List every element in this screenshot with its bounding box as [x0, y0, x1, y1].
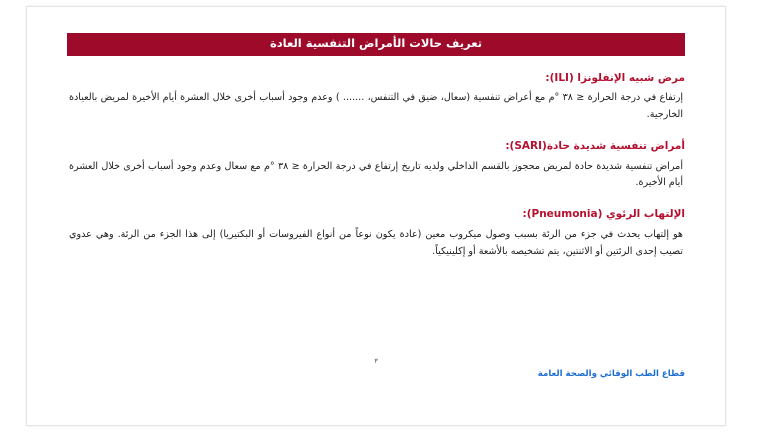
page-footer — [67, 357, 685, 385]
section-heading-sari: أمراض تنفسية شديدة حادة(SARI): — [505, 140, 685, 152]
section-heading-pneumonia: الإلتهاب الرئوي (Pneumonia): — [522, 208, 685, 221]
page-title: تعريف حالات الأمراض التنفسية العادة — [67, 33, 685, 56]
page-number: ٣ — [374, 357, 378, 365]
section-heading-ili: مرض شبيه الإنفلونزا (ILI): — [545, 71, 685, 84]
section-body-sari: أمراض تنفسية شديدة حادة لمريض محجوز بالقسم الداخلي ولديه تاريخ إرتفاع في درجة الحرارة ≤ ٣٨ °م مع سعال وعدم وجود أسباب أخرى خلال العشرة أيام الأخيرة. — [69, 160, 683, 189]
document-page — [26, 6, 726, 426]
left-gutter — [0, 0, 24, 432]
section-sari — [67, 140, 685, 192]
footer-organization: قطاع الطب الوقائي والصحة العامة — [537, 369, 685, 379]
section-pneumonia — [67, 208, 685, 260]
section-body-ili: إرتفاع في درجة الحرارة ≤ ٣٨ °م مع أعراض تنفسية (سعال، ضيق في التنفس، ....... ) وعدم وجود أسباب أخرى خلال العشرة أيام الأخيرة لمريض بالعيادة الخارجية. — [69, 92, 683, 121]
section-body-pneumonia: هو إلتهاب يحدث في جزء من الرئة بسبب وصول ميكروب معين (عادة يكون نوعاً من أنواع الفيروسات أو البكتيريا) إلى هذا الجزء من الرئة. وهي عدوي تصيب إحدى الرئتين أو الاثنتين، يتم تشخيصه بالأشعة أو إكلينيكياً. — [69, 228, 683, 257]
section-ili — [67, 72, 685, 124]
right-gutter — [728, 0, 768, 432]
